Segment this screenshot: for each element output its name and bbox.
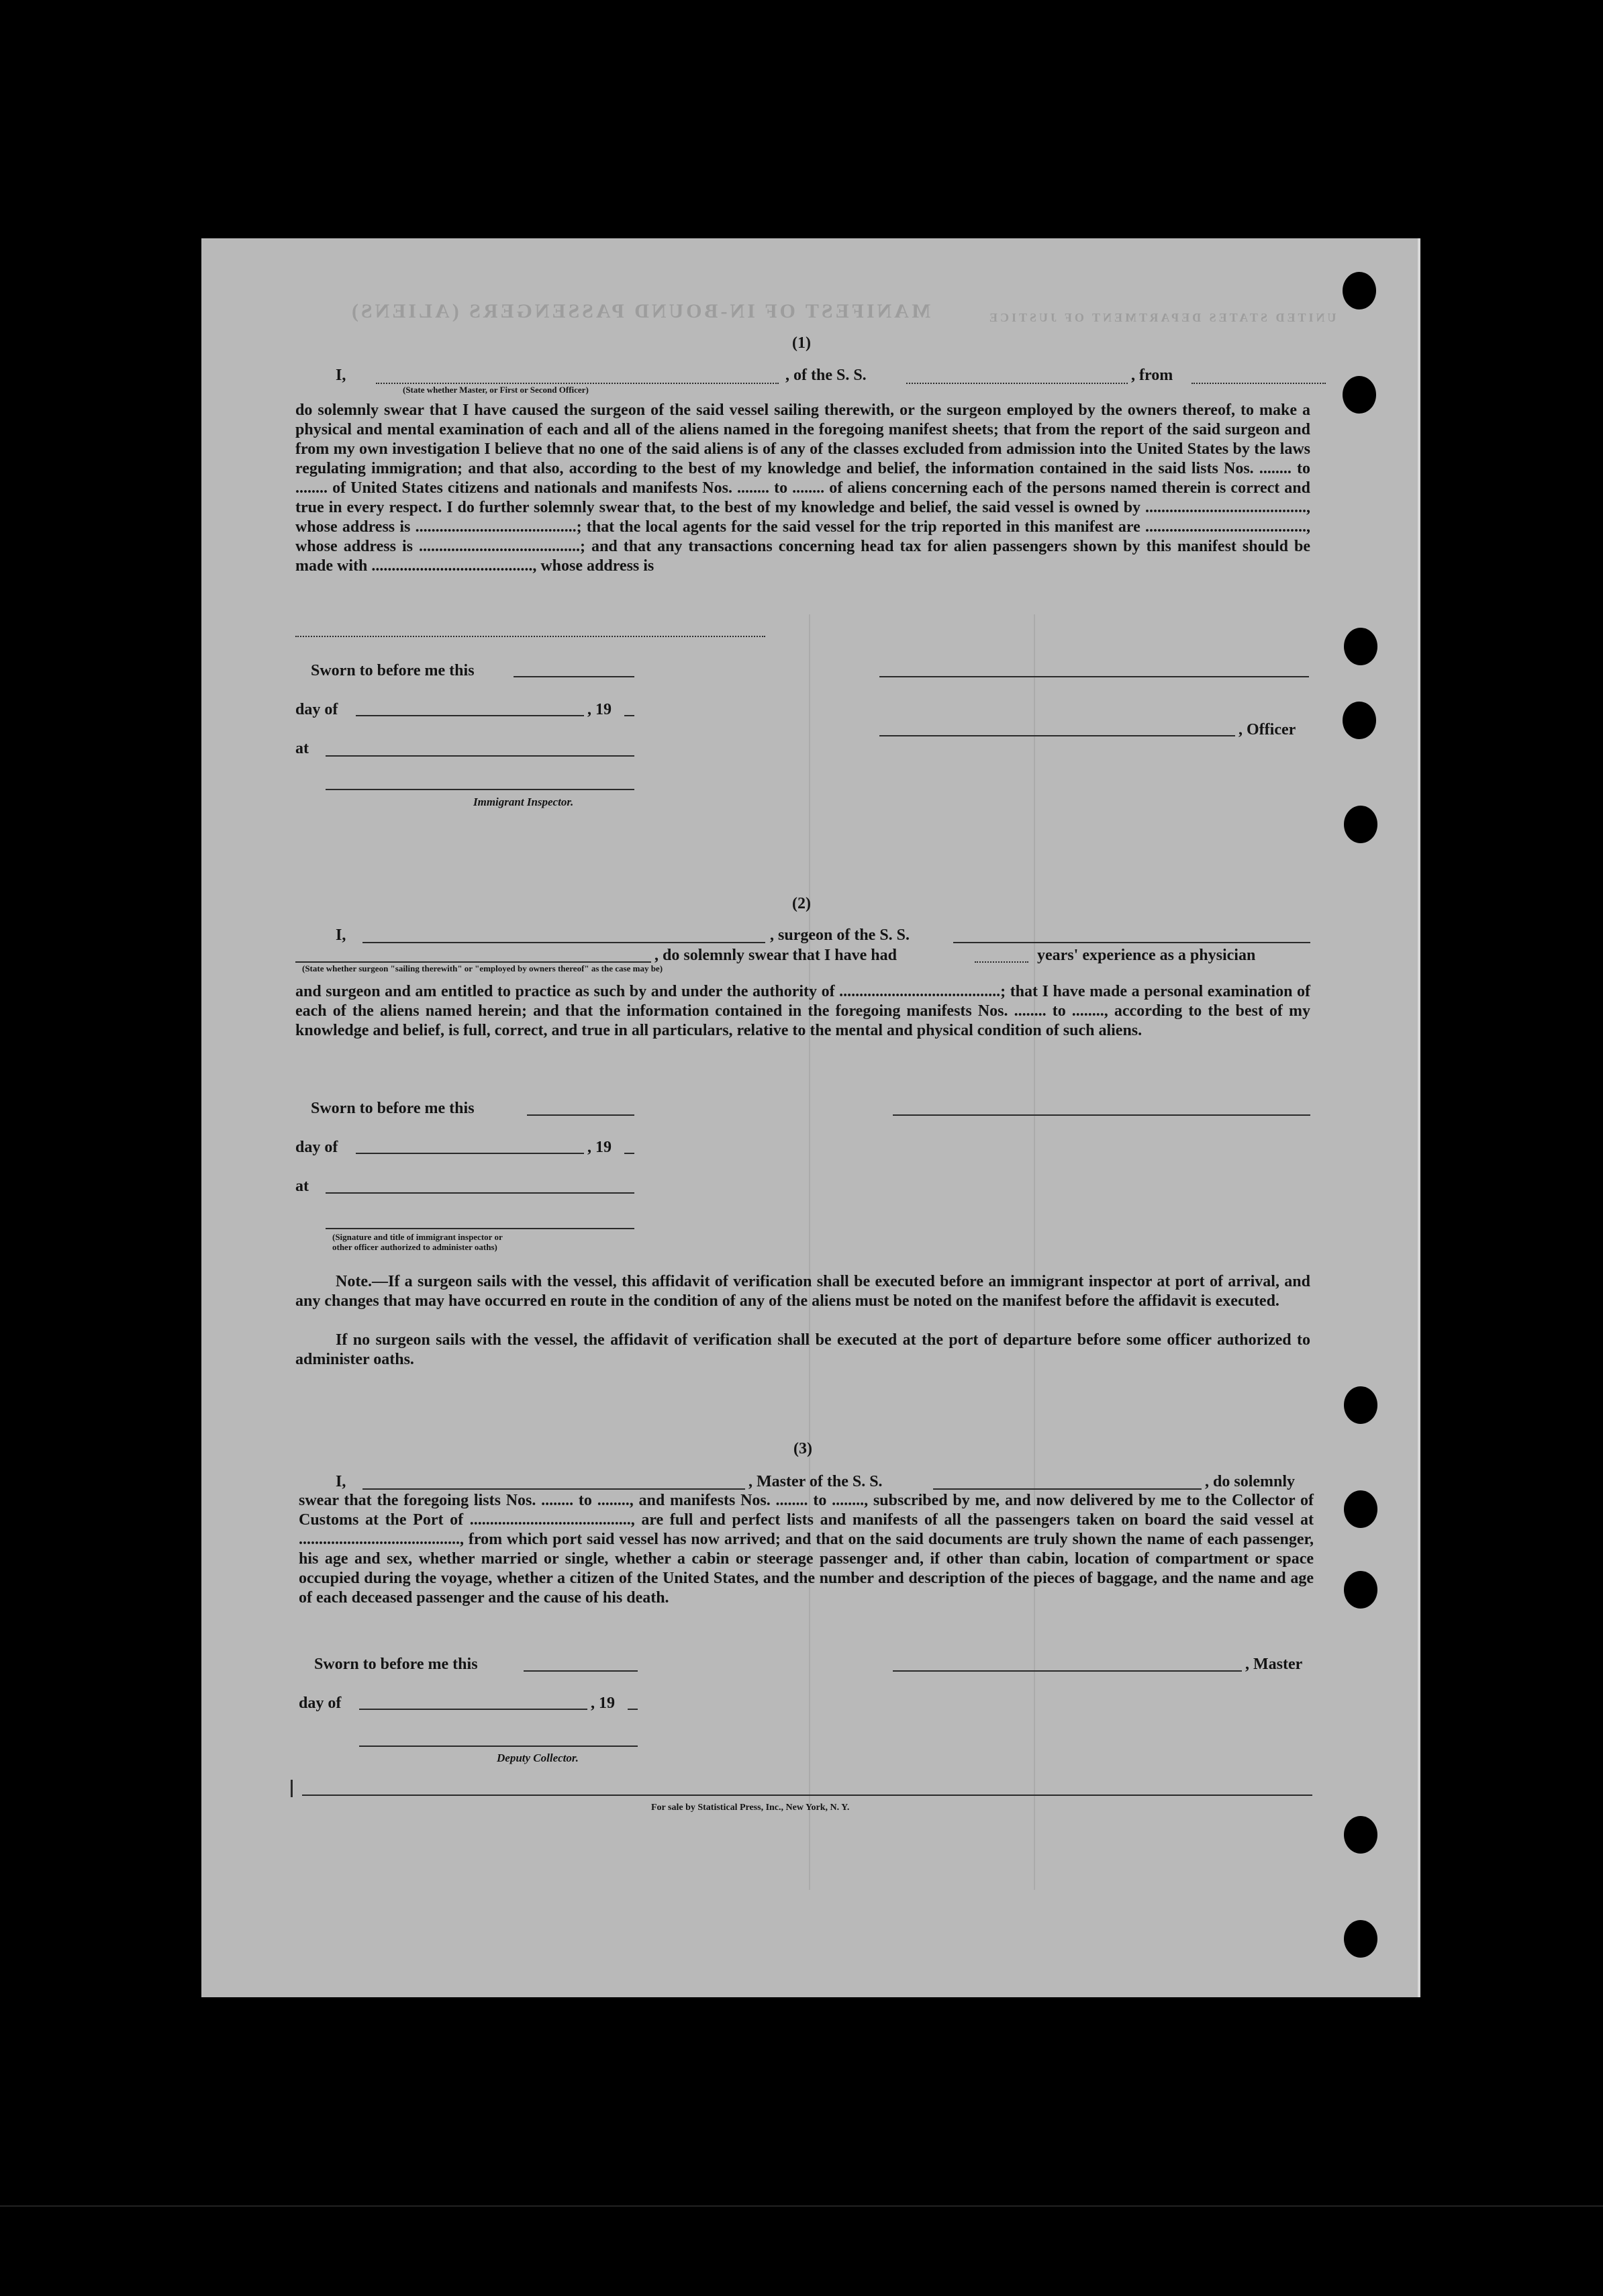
section-2-signature-line: [326, 1228, 634, 1229]
punch-hole: [1343, 272, 1376, 309]
printer-imprint: For sale by Statistical Press, Inc., New York, N. Y.: [651, 1803, 850, 1813]
section-2-surgeon-signature: [893, 1114, 1310, 1116]
section-3-i: I,: [336, 1473, 346, 1490]
section-3-master-signature: [893, 1670, 1242, 1672]
section-1-at-blank: [326, 755, 634, 757]
section-2-year: , 19: [587, 1139, 612, 1156]
section-2-day-of: day of: [295, 1139, 338, 1156]
section-3-master-label: , Master: [1245, 1656, 1303, 1673]
section-2-year-blank: [624, 1153, 634, 1154]
section-1-officer-subcaption: (State whether Master, or First or Second Officer): [403, 385, 589, 395]
section-2-note: Note.—If a surgeon sails with the vessel, this affidavit of verification shall be executed before an immigrant inspector at port of arrival, and any changes that may have occurred en route in the condition of any of the aliens must be noted on the manifest before the affidavit is executed.: [295, 1273, 1310, 1310]
section-3-year: , 19: [591, 1694, 615, 1712]
section-1-officer-line: [879, 735, 1235, 736]
reverse-column-divider: [1034, 614, 1035, 1890]
section-2-ship-blank: [953, 942, 1310, 943]
section-3-deputy-caption: Deputy Collector.: [497, 1752, 579, 1764]
punch-hole: [1344, 628, 1377, 665]
section-3-name-blank: [362, 1488, 745, 1490]
section-1-ship-blank: [906, 383, 1128, 384]
section-2-at-blank: [326, 1192, 634, 1194]
section-3-oath-text: swear that the foregoing lists Nos. ........ to ........, and manifests Nos. ........ to ........, subscribed by me, and now delivered by me to the Collector of Customs at the Port of ........................................, are full and perfect lists and manifests of all the passengers taken on board the said vessel at ........................................, from which port said vessel has now arrived; and that on the said documents are truly shown the name of each passenger, his age and sex, whether married or single, whether a cabin or steerage passenger and, if other than cabin, location of compartment or space occupied during the voyage, whether a citizen of the United States, and the number and description of the pieces of baggage, and the name and age of each deceased passenger and the cause of his death.: [299, 1492, 1314, 1607]
section-1-of-ss: , of the S. S.: [785, 367, 867, 384]
section-1-sworn: Sworn to before me this: [311, 662, 475, 679]
section-2-oath-text: and surgeon and am entitled to practice as such by and under the authority of ........................................; that I have made a personal examination of each of the aliens named herein; and that the information contained in the foregoing manifests Nos. ........ to ........, according to the best of my knowledge and belief, is full, correct, and true in all particulars, relative to the mental and physical condition of such aliens.: [295, 983, 1310, 1039]
section-2-note-2: If no surgeon sails with the vessel, the affidavit of verification shall be executed at the port of departure before some officer authorized to administer oaths.: [295, 1331, 1310, 1368]
section-3-master-of: , Master of the S. S.: [748, 1473, 883, 1490]
section-2-surgeon-of: , surgeon of the S. S.: [770, 926, 910, 944]
section-1-officer-label: , Officer: [1238, 721, 1296, 738]
section-2-sworn-blank: [527, 1114, 634, 1116]
section-1-from-blank: [1192, 383, 1326, 384]
punch-hole: [1344, 806, 1377, 843]
section-1-sworn-blank: [514, 676, 634, 677]
section-1-officer-blank: [376, 383, 779, 384]
punch-hole: [1344, 1490, 1377, 1528]
section-3-deputy-line: [359, 1745, 638, 1747]
punch-hole: [1343, 376, 1376, 414]
punch-hole: [1344, 1920, 1377, 1958]
section-1-number: (1): [792, 334, 811, 352]
section-3-day-blank: [359, 1709, 587, 1710]
section-1-inspector-line: [326, 789, 634, 790]
section-1-inspector-caption: Immigrant Inspector.: [473, 796, 574, 808]
section-3-day-of: day of: [299, 1694, 342, 1712]
section-2-swear: , do solemnly swear that I have had: [654, 947, 897, 964]
section-1-officer-signature: [879, 676, 1309, 677]
section-2-sworn: Sworn to before me this: [311, 1100, 475, 1117]
section-2-physician: years' experience as a physician: [1037, 947, 1256, 964]
reverse-title-ghost: MANIFEST OF IN-BOUND PASSENGERS (ALIENS): [349, 300, 931, 322]
section-2-status-subcaption: (State whether surgeon "sailing therewith" or "employed by owners thereof" as the case may be): [302, 963, 663, 973]
section-1-year: , 19: [587, 701, 612, 718]
section-1-oath-text: do solemnly swear that I have caused the surgeon of the said vessel sailing therewith, or the surgeon employed by the owners thereof, to make a physical and mental examination of each and all of the aliens named in the foregoing manifest sheets; that from the report of the said surgeon and from my own investigation I believe that no one of the said aliens is of any of the classes excluded from admission into the United States by the laws regulating immigration; and that also, according to the best of my knowledge and belief, the information contained in the said lists Nos. ........ to ........ of United States citizens and nationals and manifests Nos. ........ to ........ of aliens concerning each of the persons named therein is correct and true in every respect. I do further solemnly swear that, to the best of my knowledge and belief, the said vessel is owned by ........................................, whose address is ........................................; that the local agents for the said vessel for the trip reported in this manifest are ........................................, whose address is ........................................; and that any transactions concerning head tax for alien passengers shown by this manifest should be made with ........................................, whose address is: [295, 401, 1310, 575]
section-2-signature-note-2: other officer authorized to administer oaths): [332, 1242, 497, 1252]
section-3-number: (3): [793, 1440, 812, 1457]
scan-edge-line: [0, 2205, 1603, 2207]
section-2-signature-note-1: (Signature and title of immigrant inspector or: [332, 1232, 503, 1242]
section-3-sworn-blank: [524, 1670, 638, 1672]
reverse-column-divider: [809, 614, 810, 1890]
section-3-solemnly: , do solemnly: [1205, 1473, 1296, 1490]
section-2-day-blank: [356, 1153, 584, 1154]
section-2-status-blank: [295, 961, 651, 963]
punch-hole: [1343, 702, 1376, 739]
section-2-number: (2): [792, 895, 811, 912]
section-1-i: I,: [336, 367, 346, 384]
section-1-from: , from: [1131, 367, 1173, 384]
punch-hole: [1344, 1386, 1377, 1424]
punch-hole: [1344, 1816, 1377, 1854]
section-2-at: at: [295, 1178, 309, 1195]
section-2-name-blank: [362, 942, 765, 943]
section-1-at: at: [295, 740, 309, 757]
section-1-year-blank: [624, 715, 634, 716]
footer-left-mark: [291, 1780, 293, 1797]
section-1-day-of: day of: [295, 701, 338, 718]
punch-hole: [1344, 1571, 1377, 1609]
section-3-ship-blank: [933, 1488, 1202, 1490]
section-1-day-blank: [356, 715, 584, 716]
section-2-i: I,: [336, 926, 346, 944]
section-3-sworn: Sworn to before me this: [314, 1656, 478, 1673]
section-3-year-blank: [628, 1709, 638, 1710]
section-2-years-blank: [975, 961, 1028, 963]
section-1-address-blank: [295, 636, 765, 637]
reverse-dept-ghost: UNITED STATES DEPARTMENT OF JUSTICE: [987, 311, 1337, 324]
footer-rule: [302, 1795, 1312, 1796]
document-sheet: [201, 238, 1420, 1997]
